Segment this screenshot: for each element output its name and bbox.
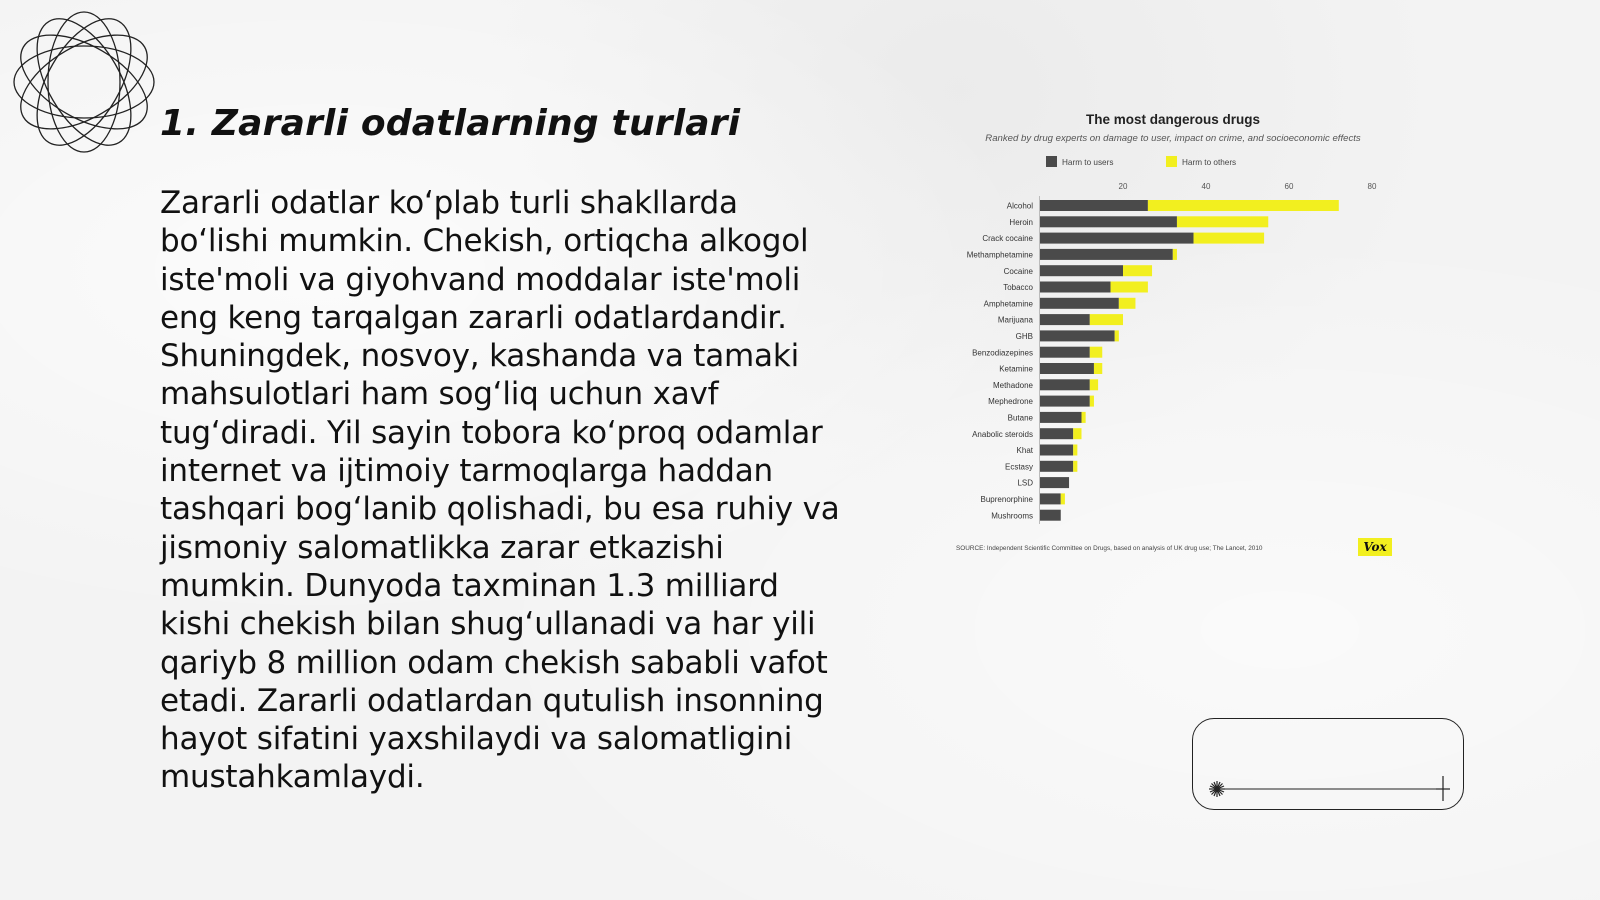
bar-harm-to-others (1148, 200, 1339, 211)
bar-harm-to-others (1073, 461, 1077, 472)
legend-swatch (1166, 156, 1177, 167)
sparkle-start-icon (1209, 781, 1225, 797)
chart-source: SOURCE: Independent Scientific Committee on Drugs, based on analysis of UK drug use; The Lancet, 2010 (956, 545, 1263, 552)
chart-title: The most dangerous drugs (1085, 112, 1261, 127)
bar-harm-to-others (1082, 412, 1086, 423)
bar-harm-to-users (1040, 363, 1094, 374)
bar-harm-to-users (1040, 200, 1148, 211)
bar-harm-to-users (1040, 396, 1090, 407)
x-tick-label: 20 (1118, 182, 1128, 191)
bar-harm-to-users (1040, 282, 1111, 293)
y-category-label: Anabolic steroids (972, 429, 1033, 439)
bar-harm-to-users (1040, 461, 1073, 472)
bar-harm-to-users (1040, 298, 1119, 309)
y-category-label: Methamphetamine (966, 250, 1033, 260)
y-category-label: Mushrooms (991, 511, 1033, 521)
bar-harm-to-others (1073, 445, 1077, 456)
slide-title: 1. Zararli odatlarning turlari (160, 103, 741, 144)
bar-harm-to-users (1040, 477, 1069, 488)
bar-harm-to-users (1040, 330, 1115, 341)
bar-harm-to-others (1173, 249, 1177, 260)
orbit-logo-icon (10, 8, 158, 156)
x-tick-label: 80 (1367, 182, 1377, 191)
legend-label: Harm to users (1062, 158, 1114, 167)
y-category-label: Alcohol (1006, 201, 1033, 211)
y-category-label: Benzodiazepines (972, 348, 1033, 358)
bar-harm-to-others (1115, 330, 1119, 341)
bar-harm-to-users (1040, 347, 1090, 358)
bar-harm-to-users (1040, 412, 1082, 423)
x-tick-label: 40 (1201, 182, 1211, 191)
bar-harm-to-users (1040, 510, 1061, 521)
bar-harm-to-others (1090, 396, 1094, 407)
y-category-label: Ketamine (999, 364, 1033, 374)
y-category-label: Tobacco (1003, 283, 1033, 293)
bar-harm-to-others (1177, 216, 1268, 227)
chart-subtitle: Ranked by drug experts on damage to user, impact on crime, and socioeconomic effects (985, 133, 1361, 144)
y-category-label: Mephedrone (988, 397, 1033, 407)
bar-harm-to-users (1040, 314, 1090, 325)
y-category-label: Amphetamine (983, 299, 1033, 309)
bar-harm-to-users (1040, 445, 1073, 456)
y-category-label: Ecstasy (1004, 462, 1033, 472)
y-category-label: Cocaine (1003, 266, 1033, 276)
bar-harm-to-others (1090, 379, 1098, 390)
bar-harm-to-users (1040, 233, 1194, 244)
x-tick-label: 60 (1284, 182, 1294, 191)
vox-logo: Vox (1363, 540, 1387, 554)
y-category-label: Marijuana (997, 315, 1033, 325)
sparkle-end-icon (1436, 776, 1450, 801)
slide-body-text: Zararli odatlar ko‘plab turli shakllarda bo‘lishi mumkin. Chekish, ortiqcha alkogol iste'moli va giyohvand moddalar iste'moli eng keng tarqalgan zararli odatlardandir. Shuningdek, nosvoy, kashanda va tamaki mahsulotlari ham sog‘liq uchun xavf tug‘diradi. Yil sayin tobora ko‘proq odamlar internet va ijtimoiy tarmoqlarga haddan tashqari bog‘lanib qolishadi, bu esa ruhiy va jismoniy salomatlikka zarar etkazishi mumkin. Dunyoda taxminan 1.3 milliard kishi chekish bilan shug‘ullanadi va har yili qariyb 8 million odam chekish sababli vafot etadi. Zararli odatlardan qutulish insonning hayot sifatini yaxshilaydi va salomatligini mustahkamlaydi. (160, 185, 840, 796)
y-category-label: Buprenorphine (980, 495, 1033, 504)
y-category-label: Crack cocaine (982, 234, 1033, 244)
drugs-chart (938, 104, 1408, 574)
bar-harm-to-others (1194, 233, 1265, 244)
y-category-label: Methadone (992, 380, 1033, 390)
bar-harm-to-others (1119, 298, 1136, 309)
chart-bars (1040, 200, 1339, 521)
bar-harm-to-users (1040, 265, 1123, 276)
legend-label: Harm to others (1182, 158, 1237, 167)
bar-harm-to-others (1061, 493, 1065, 504)
bar-harm-to-users (1040, 428, 1073, 439)
media-player-box[interactable] (1192, 718, 1464, 810)
y-category-label: Heroin (1009, 217, 1033, 227)
bar-harm-to-others (1111, 282, 1148, 293)
y-category-label: GHB (1015, 332, 1033, 341)
chart-y-axis (967, 202, 1034, 521)
chart-svg (938, 104, 1408, 574)
bar-harm-to-users (1040, 216, 1177, 227)
bar-harm-to-others (1073, 428, 1081, 439)
bar-harm-to-others (1094, 363, 1102, 374)
bar-harm-to-others (1090, 347, 1102, 358)
chart-legend (1046, 156, 1236, 167)
bar-harm-to-others (1123, 265, 1152, 276)
y-category-label: Khat (1016, 446, 1033, 456)
y-category-label: Butane (1007, 413, 1033, 423)
y-category-label: LSD (1017, 478, 1033, 488)
bar-harm-to-users (1040, 493, 1061, 504)
legend-swatch (1046, 156, 1057, 167)
bar-harm-to-others (1090, 314, 1123, 325)
bar-harm-to-users (1040, 249, 1173, 260)
bar-harm-to-users (1040, 379, 1090, 390)
